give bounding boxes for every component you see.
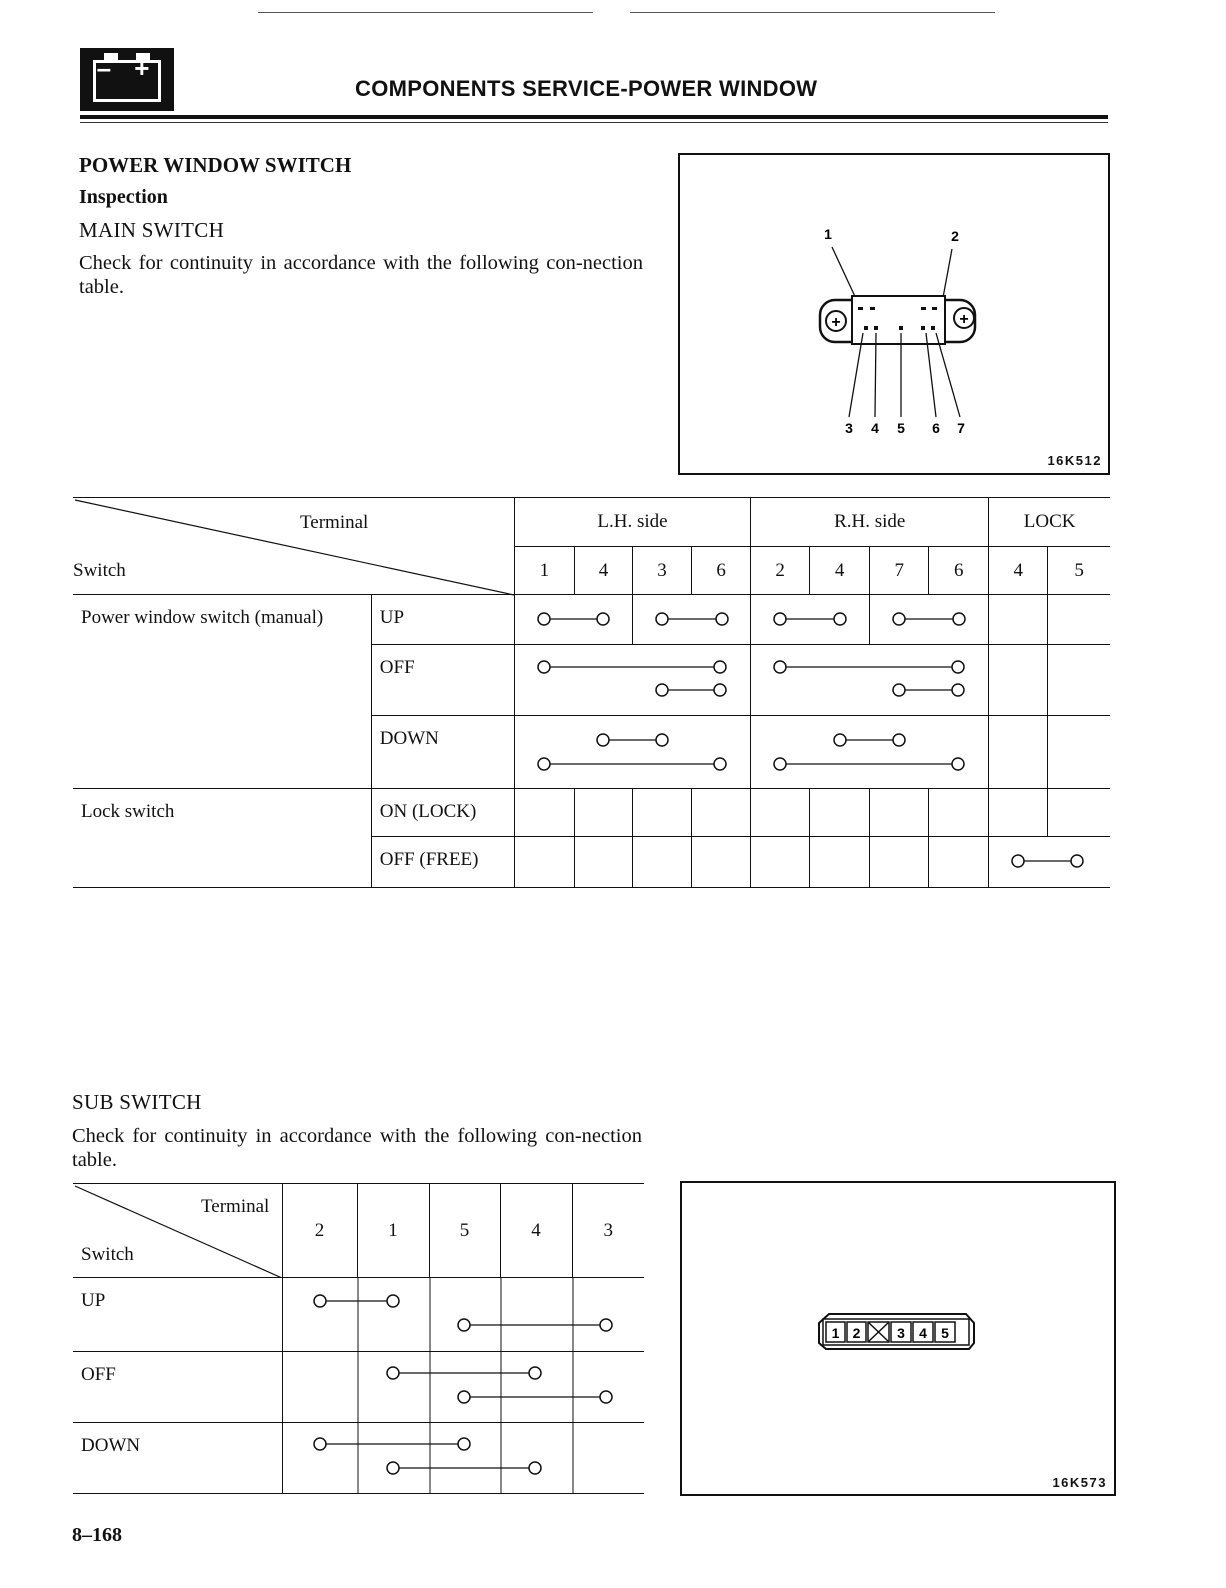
- terminal-header: Terminal: [201, 1196, 270, 1217]
- inspection-heading: Inspection: [79, 186, 168, 208]
- terminal-col: 3: [633, 547, 692, 595]
- continuity-cell: [282, 1352, 644, 1423]
- pin-label: 5: [941, 1325, 949, 1341]
- pin-label-bottom: 5: [897, 420, 905, 436]
- terminal-col: 4: [574, 547, 632, 595]
- scan-line: [630, 12, 995, 13]
- terminal-col: 3: [572, 1184, 644, 1278]
- pin-label-bottom: 4: [871, 420, 879, 436]
- svg-text:+: +: [959, 311, 969, 328]
- switch-position: UP: [73, 1278, 282, 1352]
- terminal-col: 6: [929, 547, 989, 595]
- terminal-col: 2: [751, 547, 810, 595]
- continuity-cell: [282, 1423, 644, 1494]
- group-header-lh: L.H. side: [514, 498, 750, 547]
- figure-id: 16K573: [1052, 1475, 1107, 1490]
- connector-figure-main: [678, 153, 1110, 475]
- pin-label-bottom: 3: [845, 420, 853, 436]
- terminal-col: 4: [810, 547, 870, 595]
- switch-position: OFF: [73, 1352, 282, 1423]
- sub-switch-heading: SUB SWITCH: [72, 1090, 202, 1114]
- sub-connector-diagram: [682, 1183, 1114, 1494]
- switch-position: DOWN: [371, 716, 514, 789]
- switch-position: OFF (FREE): [371, 837, 514, 888]
- continuity-cell: [751, 595, 870, 645]
- main-connector-diagram: [680, 155, 1108, 473]
- header-rule: [80, 115, 1108, 119]
- terminal-col: 7: [870, 547, 929, 595]
- group-header-rh: R.H. side: [751, 498, 989, 547]
- continuity-cell: [751, 645, 989, 716]
- switch-header: Switch: [73, 560, 126, 581]
- page-number: 8–168: [72, 1524, 122, 1546]
- terminal-col: 5: [429, 1184, 500, 1278]
- battery-icon: – +: [80, 48, 174, 111]
- switch-name: Power window switch (manual): [73, 595, 371, 789]
- sub-switch-table: [73, 1183, 644, 1494]
- pin-label: 1: [831, 1325, 840, 1341]
- continuity-cell: [633, 595, 751, 645]
- connector-figure-sub: [680, 1181, 1116, 1496]
- header-rule-thin: [80, 122, 1108, 123]
- continuity-cell: [751, 716, 989, 789]
- switch-position: OFF: [371, 645, 514, 716]
- group-header-lock: LOCK: [989, 498, 1110, 547]
- pin-label-bottom: 7: [957, 420, 965, 436]
- pin-label-top: 2: [951, 228, 959, 244]
- svg-text:+: +: [831, 314, 841, 331]
- terminal-col: 2: [282, 1184, 357, 1278]
- pin-label: 3: [897, 1325, 905, 1341]
- continuity-cell: [282, 1278, 644, 1352]
- main-switch-heading: MAIN SWITCH: [79, 218, 225, 242]
- table-corner: [73, 1184, 282, 1278]
- section-heading: POWER WINDOW SWITCH: [79, 153, 352, 177]
- scan-line: [258, 12, 593, 13]
- switch-position: UP: [371, 595, 514, 645]
- switch-name: Lock switch: [73, 789, 371, 888]
- pin-label-top: 1: [824, 226, 832, 242]
- terminal-col: 5: [1048, 547, 1110, 595]
- figure-id: 16K512: [1047, 453, 1102, 468]
- terminal-col: 1: [514, 547, 574, 595]
- terminal-col: 1: [357, 1184, 429, 1278]
- continuity-cell: [514, 595, 632, 645]
- terminal-col: 4: [989, 547, 1048, 595]
- main-switch-paragraph: Check for continuity in accordance with the following con-nection table.: [79, 252, 643, 298]
- switch-position: ON (LOCK): [371, 789, 514, 837]
- continuity-cell: [989, 837, 1110, 888]
- main-switch-table: [73, 497, 1110, 888]
- pin-label: 4: [919, 1325, 927, 1341]
- switch-header: Switch: [81, 1244, 134, 1265]
- switch-position: DOWN: [73, 1423, 282, 1494]
- terminal-header: Terminal: [300, 512, 369, 533]
- sub-switch-paragraph: Check for continuity in accordance with the following con-nection table.: [72, 1125, 642, 1171]
- corner-diagonal: [73, 498, 514, 596]
- terminal-col: 6: [692, 547, 751, 595]
- continuity-cell: [514, 645, 750, 716]
- continuity-cell: [870, 595, 989, 645]
- pin-label: 2: [852, 1325, 861, 1341]
- pin-label-bottom: 6: [932, 420, 940, 436]
- terminal-col: 4: [500, 1184, 572, 1278]
- table-corner: [73, 498, 514, 595]
- page-title: COMPONENTS SERVICE-POWER WINDOW: [355, 76, 818, 101]
- continuity-cell: [514, 716, 750, 789]
